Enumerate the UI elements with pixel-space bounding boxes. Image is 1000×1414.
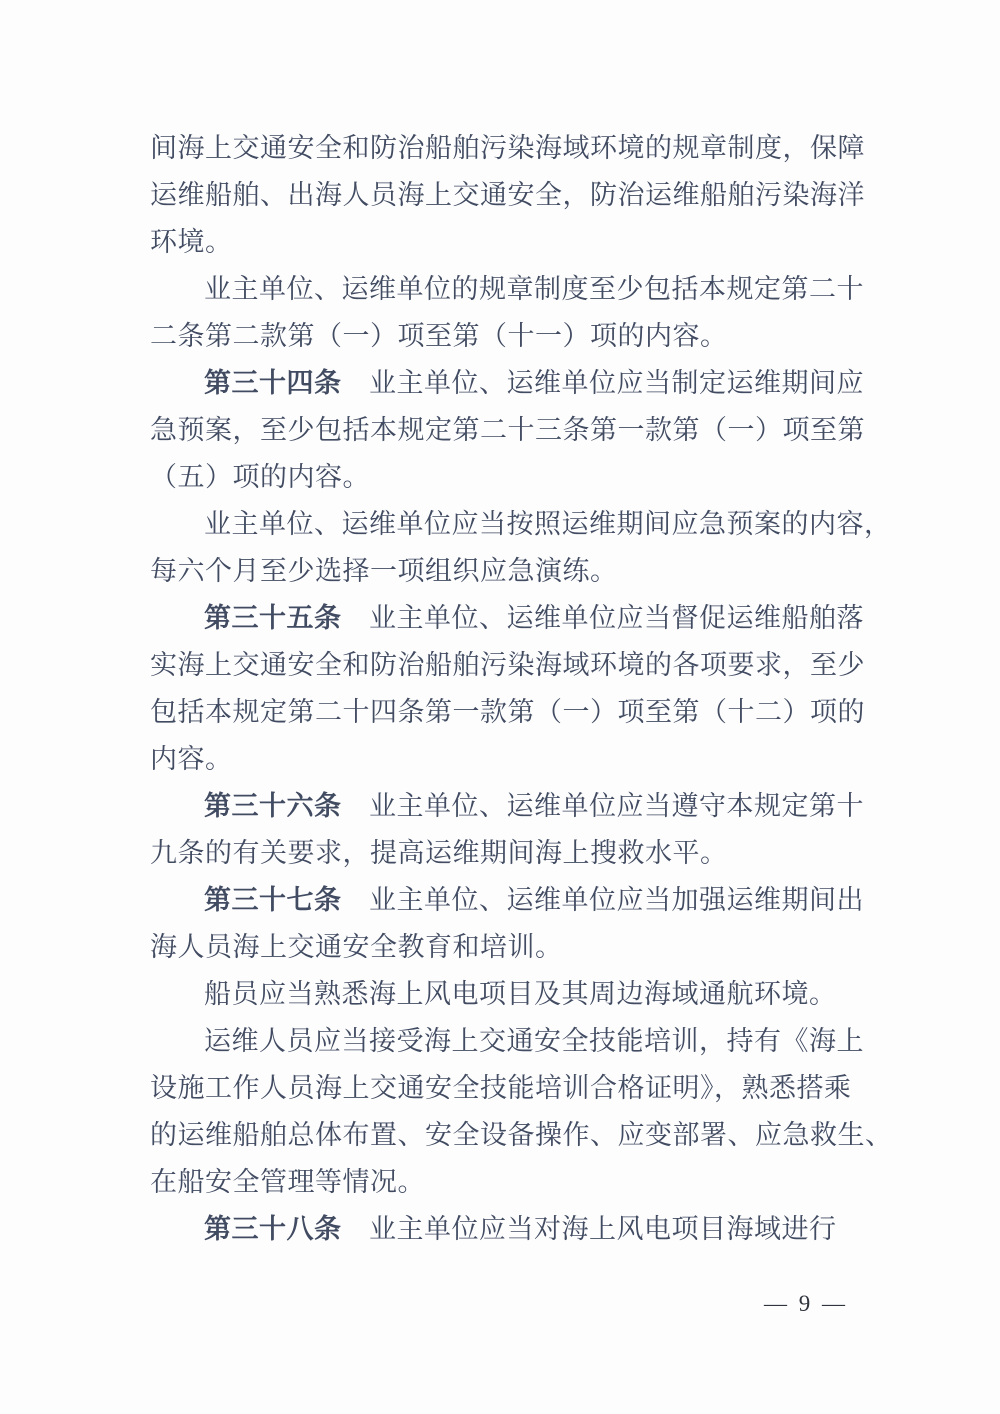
line-text: 每六个月至少选择一项组织应急演练。 [150,556,618,586]
line-text: 间海上交通安全和防治船舶污染海域环境的规章制度，保障 [150,133,865,163]
document-text-body [150,125,893,1253]
text-line [150,360,864,407]
line-text: 的运维船舶总体布置、安全设备操作、应变部署、应急救生、 [150,1120,893,1150]
text-line [150,1112,893,1159]
article-number: 第三十八条 [204,1214,342,1244]
line-text: （五）项的内容。 [150,462,370,492]
line-text: 设施工作人员海上交通安全技能培训合格证明》，熟悉搭乘 [150,1073,852,1103]
text-line [150,877,864,924]
text-line [150,924,860,971]
article-number: 第三十七条 [204,885,342,915]
line-text: 海人员海上交通安全教育和培训。 [150,932,563,962]
text-line [150,1018,864,1065]
article-number: 第三十五条 [204,603,342,633]
text-line [150,830,860,877]
line-text: 运维人员应当接受海上交通安全技能培训，持有《海上 [204,1026,864,1056]
line-text: 业主单位应当对海上风电项目海域进行 [341,1214,837,1244]
line-text: 业主单位、运维单位应当按照运维期间应急预案的内容， [204,509,892,539]
text-line [150,783,864,830]
line-text: 业主单位、运维单位的规章制度至少包括本规定第二十 [204,274,864,304]
text-line [150,172,865,219]
text-line [150,1206,860,1253]
text-line [150,736,860,783]
text-line [150,689,865,736]
text-line [150,266,864,313]
text-line [150,313,860,360]
text-line [150,642,865,689]
line-text: 在船安全管理等情况。 [150,1167,425,1197]
line-text: 九条的有关要求，提高运维期间海上搜救水平。 [150,838,728,868]
line-text: 船员应当熟悉海上风电项目及其周边海域通航环境。 [204,979,837,1009]
text-line [150,1065,860,1112]
line-text: 业主单位、运维单位应当督促运维船舶落 [341,603,864,633]
article-number: 第三十六条 [204,791,342,821]
line-text: 业主单位、运维单位应当遵守本规定第十 [341,791,864,821]
text-line [150,501,892,548]
text-line [150,548,860,595]
line-text: 包括本规定第二十四条第一款第（一）项至第（十二）项的 [150,697,865,727]
text-line [150,219,860,266]
line-text: 实海上交通安全和防治船舶污染海域环境的各项要求，至少 [150,650,865,680]
text-line [150,971,860,1018]
line-text: 环境。 [150,227,233,257]
text-line [150,407,865,454]
line-text: 二条第二款第（一）项至第（十一）项的内容。 [150,321,728,351]
line-text: 急预案，至少包括本规定第二十三条第一款第（一）项至第 [150,415,865,445]
line-text: 业主单位、运维单位应当制定运维期间应 [341,368,864,398]
text-line [150,125,865,172]
text-line [150,454,860,501]
text-line [150,595,864,642]
text-line [150,1159,860,1206]
line-text: 运维船舶、出海人员海上交通安全，防治运维船舶污染海洋 [150,180,865,210]
page-number: — 9 — [764,1291,848,1316]
article-number: 第三十四条 [204,368,342,398]
line-text: 内容。 [150,744,233,774]
line-text: 业主单位、运维单位应当加强运维期间出 [341,885,864,915]
